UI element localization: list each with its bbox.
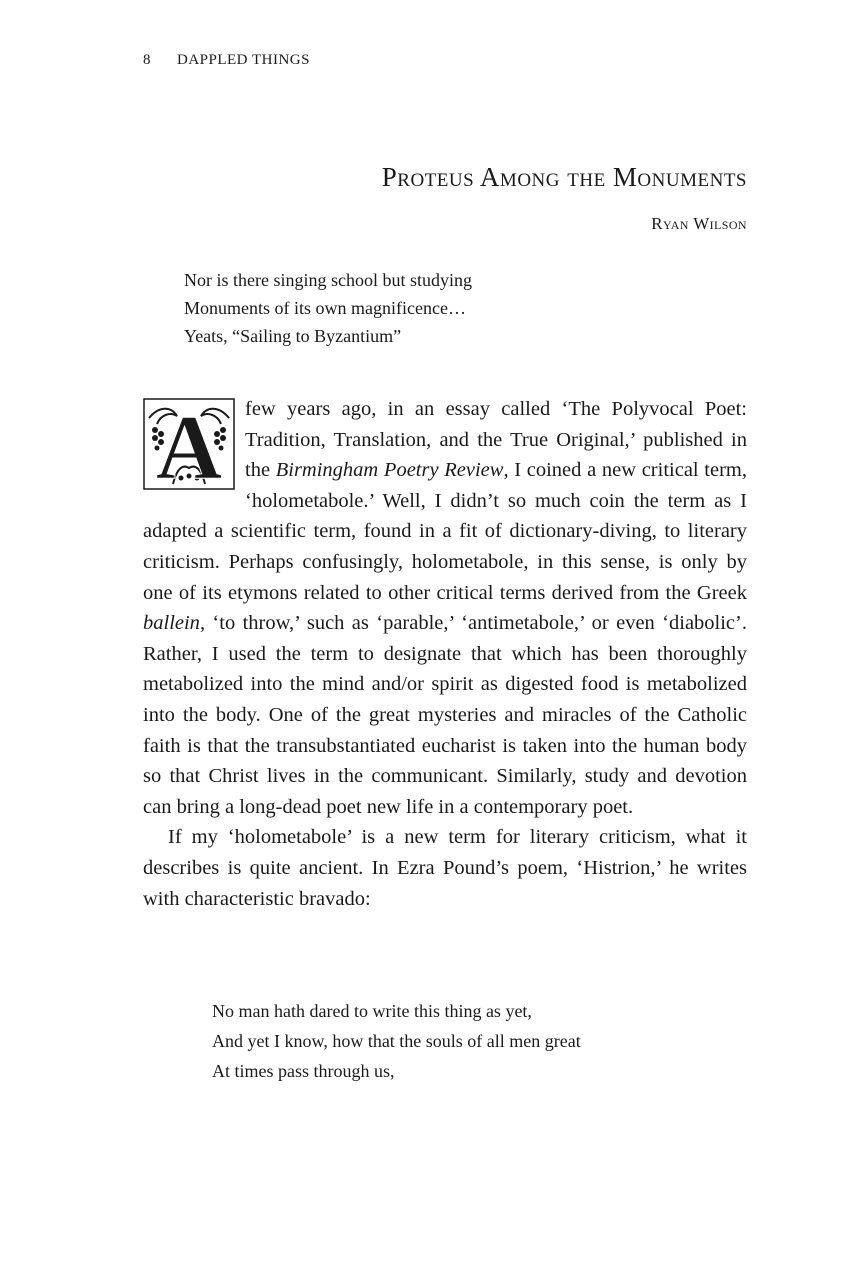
verse-line: And yet I know, how that the souls of all men great (212, 1031, 581, 1051)
verse-quote (212, 996, 581, 1086)
paragraph-1-text: few years ago, in an essay called ‘The Polyvocal Poet: Tradition, Translation, and the True Original,’ published in the (245, 398, 747, 482)
page-number: 8 (143, 52, 151, 68)
journal-title: DAPPLED THINGS (177, 52, 310, 68)
epigraph (184, 266, 472, 350)
paragraph-1-text: , ‘to throw,’ such as ‘parable,’ ‘antimetabole,’ or even ‘diabolic’. Rather, I used the term to designate that which has been thoroughly metabolized into the mind and/or spirit as digested food is metabolized into the body. One of the great mysteries and miracles of the Catholic faith is that the transubstantiated eucharist is taken into the human body so that Christ lives in the communicant. Similarly, study and devotion can bring a long-dead poet new life in a contemporary poet. (143, 612, 747, 818)
verse-line: No man hath dared to write this thing as yet, (212, 1001, 532, 1021)
paragraph-1-text: , I coined a new critical term, ‘holometabole.’ Well, I didn’t so much coin the term as I adapted a scientific term, found in a fit of dictionary-diving, to literary criticism. Perhaps confusingly, holometabole, in this sense, is only by one of its etymons related to other critical terms derived from the Greek (143, 459, 747, 604)
running-head (143, 52, 310, 69)
drop-cap-ornament-icon (143, 398, 235, 490)
paragraph-1 (143, 394, 747, 822)
verse-line: At times pass through us, (212, 1061, 395, 1081)
article-body (143, 394, 747, 914)
epigraph-line: Nor is there singing school but studying (184, 270, 472, 290)
drop-cap-letter: A (155, 398, 223, 490)
greek-word: ballein (143, 612, 200, 635)
article-title: Proteus Among the Monuments (381, 162, 747, 192)
epigraph-line: Monuments of its own magnificence… (184, 298, 466, 318)
epigraph-attribution: Yeats, “Sailing to Byzantium” (184, 326, 402, 346)
paragraph-2: If my ‘holometabole’ is a new term for literary criticism, what it describes is quite ancient. In Ezra Pound’s poem, ‘Histrion,’ he writes with characteristic bravado: (143, 826, 747, 910)
article-author: Ryan Wilson (651, 214, 747, 233)
journal-name: Birmingham Poetry Review (275, 459, 504, 482)
